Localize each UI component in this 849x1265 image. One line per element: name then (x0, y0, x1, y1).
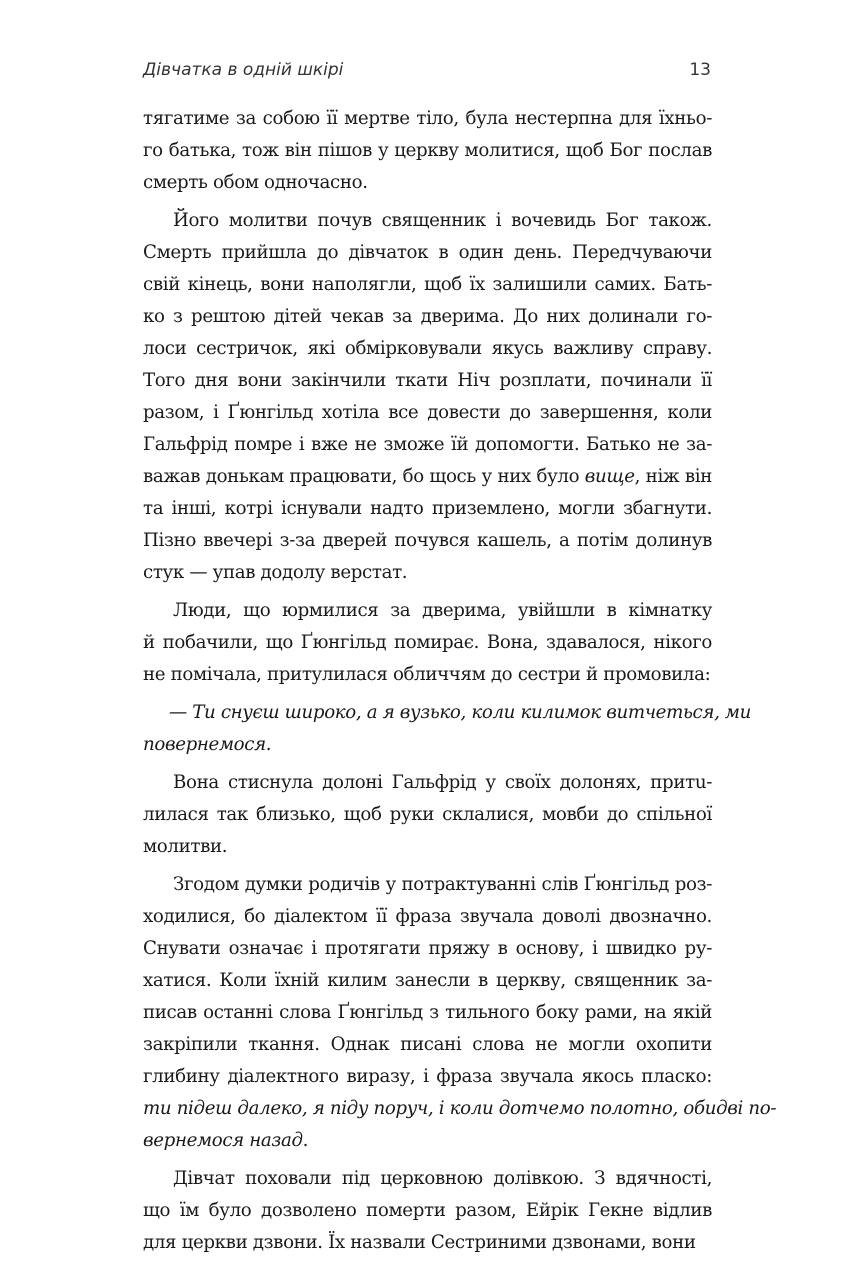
text-line (143, 269, 712, 301)
text-run: стук — упав додолу верстат. (143, 562, 408, 583)
paragraph (143, 595, 712, 691)
text-line (143, 627, 712, 659)
text-run: лилася так близько, щоб руки склалися, мовби до спільної (143, 804, 712, 825)
paragraph (143, 205, 712, 589)
running-header (143, 56, 711, 86)
text-run: Смерть прийшла до дівчаток в один день. Передчуваючи (143, 242, 712, 263)
text-run: го батька, тож він пішов у церкву молитися, щоб Бог послав (143, 140, 712, 161)
text-run: важав донькам працювати, бо щось у них було (143, 466, 585, 487)
running-title: Дівчатка в одній шкірі (143, 60, 344, 80)
body-text (143, 103, 777, 1265)
italic-text: — Ти снуєш широко, а я вузько, коли килимок витчеться, ми (169, 702, 752, 723)
text-run: Вона стиснула долоні Гальфрід у своїх долонях, притu- (173, 772, 712, 793)
text-line (143, 869, 712, 901)
italic-text: вище (584, 466, 635, 487)
text-line (143, 1163, 712, 1195)
text-line (143, 729, 712, 761)
text-run: лоси сестричок, які обмірковували якусь важливу справу. (143, 338, 712, 359)
text-line (143, 167, 712, 199)
italic-text: повернемося. (143, 734, 272, 755)
text-run: Гальфрід помре і вже не зможе їй допомогти. Батько не за- (143, 434, 712, 455)
paragraph (143, 103, 712, 199)
text-line (143, 1125, 712, 1157)
text-run: ко з рештою дітей чекав за дверима. До них долинали го- (143, 306, 712, 327)
text-line (143, 365, 712, 397)
text-run: для церкви дзвони. Їх назвали Сестриними дзвонами, вони (143, 1232, 696, 1253)
text-line (143, 799, 712, 831)
text-line (143, 659, 712, 691)
text-line (143, 301, 712, 333)
text-line (143, 557, 712, 589)
text-line (143, 493, 712, 525)
text-run: Того дня вони закінчили ткати Ніч розплати, починали її (143, 370, 712, 391)
text-run: Люди, що юрмилися за дверима, увійшли в кімнатку (173, 600, 712, 621)
text-run: й побачили, що Ґюнгільд помирає. Вона, здавалося, нікого (143, 632, 712, 653)
text-run: та інші, котрі існували надто приземлено, могли збагнути. (143, 498, 712, 519)
text-line (143, 1227, 712, 1259)
text-line (143, 333, 712, 365)
text-line (143, 901, 712, 933)
paragraph (143, 1163, 712, 1259)
text-line (143, 831, 712, 863)
text-run: . (302, 1130, 309, 1151)
text-run: не помічала, притулилася обличчям до сестри й промовила: (143, 664, 711, 685)
text-run: що їм було дозволено померти разом, Ейрік Гекне відлив (143, 1200, 712, 1221)
text-line (143, 103, 712, 135)
text-run: , ніж він (634, 466, 712, 487)
text-line (143, 525, 712, 557)
paragraph (143, 767, 712, 863)
text-run: смерть обом одночасно. (143, 172, 368, 193)
text-line (143, 997, 712, 1029)
text-line (143, 595, 712, 627)
text-run: хатися. Коли їхній килим занесли в церкву, священник за- (143, 970, 712, 991)
page-number: 13 (689, 60, 711, 80)
text-line (143, 461, 712, 493)
text-run: Згодом думки родичів у потрактуванні слів Ґюнгільд роз- (173, 874, 712, 895)
text-line (143, 767, 712, 799)
text-line (143, 933, 712, 965)
text-line (143, 1029, 712, 1061)
text-line (143, 237, 712, 269)
text-run: Його молитви почув священник і вочевидь Бог також. (173, 210, 712, 231)
text-run: тягатиме за собою її мертве тіло, була нестерпна для їхньо- (143, 108, 712, 129)
text-run: Дівчат поховали під церковною долівкою. З вдячності, (173, 1168, 712, 1189)
paragraph (143, 697, 752, 761)
text-line (143, 135, 712, 167)
text-run: Снувати означає і протягати пряжу в основу, і швидко ру- (143, 938, 712, 959)
text-line (143, 1061, 712, 1093)
text-line (143, 429, 712, 461)
italic-text: ти підеш далеко, я піду поруч, і коли дотчемо полотно, обидві по- (143, 1098, 777, 1119)
text-line (143, 397, 712, 429)
text-run: закріпили ткання. Однак писані слова не могли охопити (143, 1034, 712, 1055)
text-run: глибину діалектного виразу, і фраза звучала якось пласко: (143, 1066, 712, 1087)
italic-text: вернемося назад (143, 1130, 303, 1151)
text-line (143, 205, 712, 237)
text-line (143, 965, 712, 997)
paragraph (143, 869, 777, 1157)
text-run: свій кінець, вони наполягли, щоб їх залишили самих. Бать- (143, 274, 712, 295)
text-line (143, 1093, 777, 1125)
text-run: ходилися, бо діалектом її фраза звучала доволі двозначно. (143, 906, 712, 927)
text-run: разом, і Ґюнгільд хотіла все довести до завершення, коли (143, 402, 712, 423)
text-run: писав останні слова Ґюнгільд з тильного боку рами, на якій (143, 1002, 712, 1023)
text-run: Пізно ввечері з-за дверей почувся кашель, а потім долинув (143, 530, 712, 551)
text-line (143, 697, 752, 729)
text-run: молитви. (143, 836, 228, 857)
